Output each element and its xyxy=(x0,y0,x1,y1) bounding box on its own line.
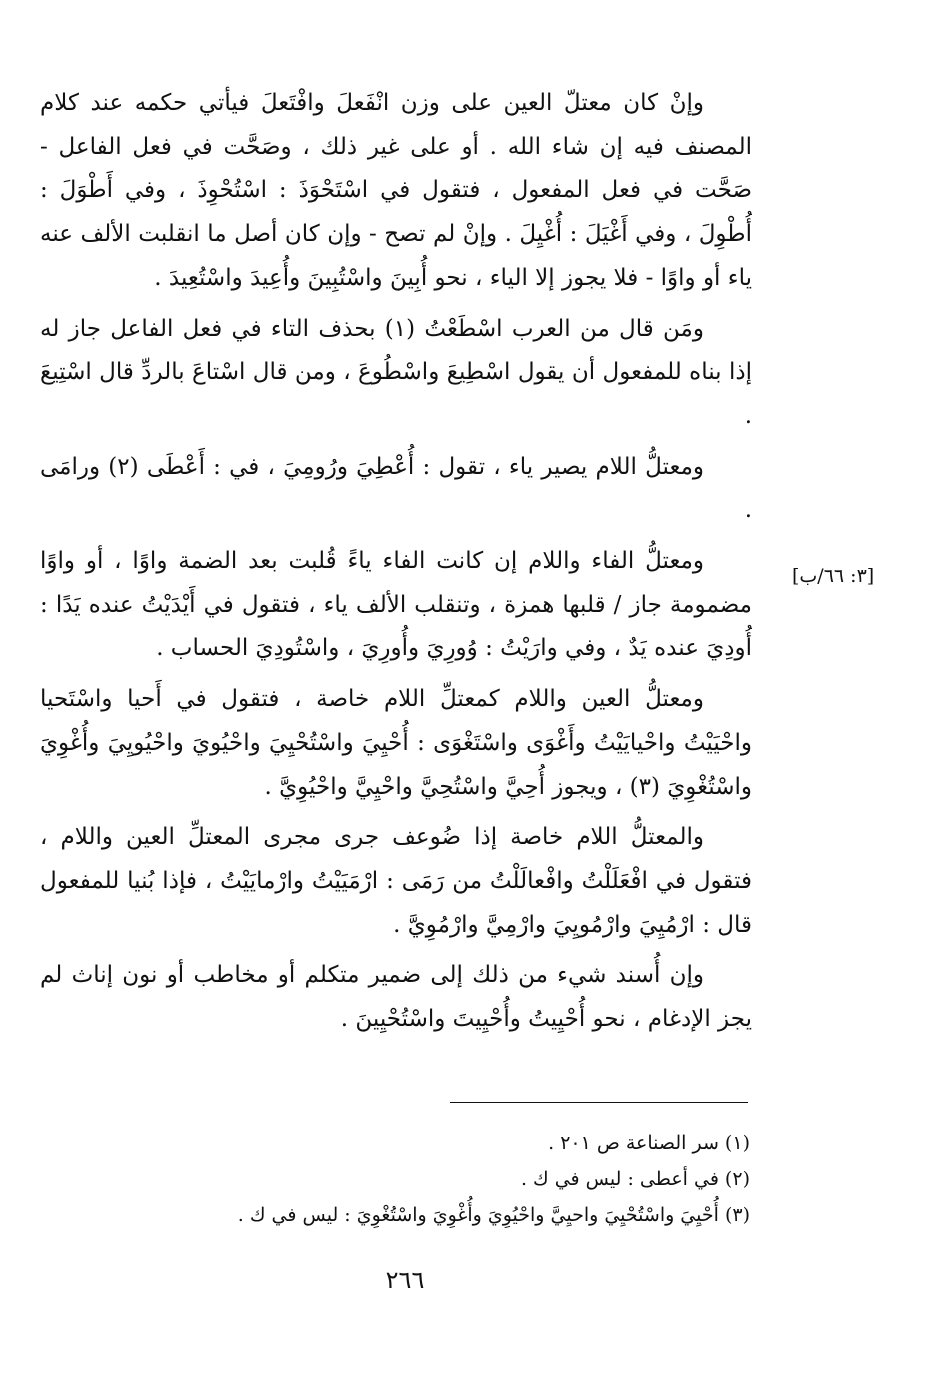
footnote-1: (١) سر الصناعة ص ٢٠١ . xyxy=(548,1132,750,1154)
paragraph-6: والمعتلُّ اللام خاصة إذا ضُوعف جرى مجرى المعتلِّ العين واللام ، فتقول في افْعَلَلْتُ وافْعالَلْتُ من رَمَى : ارْمَيَيْتُ وارْمايَيْتُ ، فإذا بُنيا للمفعول قال : ارْمُيِيَ وارْمُويِيَ وارْمِيَّ وارْمُوِيَّ . xyxy=(40,824,752,938)
footnote-3: (٣) أُحْيِيَ واسْتُحْيِيَ واحيِيَّ واحْيُوِيَ وأُغْوِيَ واسْتُغْوِيَ : ليس في ك . xyxy=(237,1204,750,1226)
paragraph-2: ومَن قال من العرب اسْطَعْتُ (١) بحذف التاء في فعل الفاعل جاز له إذا بناه للمفعول أن يقول اسْطِيعَ واسْطُوعَ ، ومن قال اسْتاعَ بالردِّ قال اسْتِيعَ . xyxy=(40,315,752,429)
paragraph-3: ومعتلُّ اللام يصير ياء ، تقول : أُعْطِيَ ورُومِيَ ، في : أَعْطَى (٢) ورامَى . xyxy=(40,453,752,524)
footnotes xyxy=(180,1125,750,1233)
main-text xyxy=(40,82,752,1049)
footnote-divider xyxy=(450,1102,748,1103)
page-number: ٢٦٦ xyxy=(385,1266,425,1294)
paragraph-4: ومعتلُّ الفاء واللام إن كانت الفاء ياءً قُلبت بعد الضمة واوًا ، أو واوًا مضمومة جاز / قلبها همزة ، وتنقلب الألف ياء ، فتقول في أَيْدَيْتُ عنده يَدًا : أُودِيَ عنده يَدٌ ، وفي وارَيْتُ : وُورِيَ وأُورِيَ ، واسْتُودِيَ الحساب . xyxy=(40,548,752,662)
footnote-2: (٢) في أعطى : ليس في ك . xyxy=(520,1168,750,1190)
paragraph-7: وإن أُسند شيء من ذلك إلى ضمير متكلم أو مخاطب أو نون إناث لم يجز الإدغام ، نحو أُحْيِيتُ وأُحْيِيتَ واسْتُحْيِينَ . xyxy=(40,962,752,1033)
paragraph-5: ومعتلُّ العين واللام كمعتلِّ اللام خاصة ، فتقول في أَحيا واسْتَحيا واحْيَيْتُ واحْيايَيْتُ وأَغْوَى واسْتَغْوَى : أُحْيِيَ واسْتُحْيِيَ واحْيُويَ واحْيُويِيَ وأُغْوِيَ واسْتُغْوِيَ (٣) ، ويجوز أُحِيَّ واسْتُحِيَّ واحْيِيَّ واحْيُوِيَّ . xyxy=(40,686,752,800)
paragraph-1: وإنْ كان معتلّ العين على وزن انْفَعلَ وافْتَعلَ فيأتي حكمه عند كلام المصنف فيه إن شاء الله . أو على غير ذلك ، وصَحَّت في فعل الفاعل - صَحَّت في فعل المفعول ، فتقول في اسْتَحْوَذَ : اسْتُحْوِذَ ، وفي أَطْوَلَ : أُطْوِلَ ، وفي أَغْيَلَ : أُغْيِلَ . وإنْ لم تصح - وإن كان أصل ما انقلبت الألف عنه ياء أو واوًا - فلا يجوز إلا الياء ، نحو أُبِينَ واسْتُبِينَ وأُعِيدَ واسْتُعِيدَ . xyxy=(40,90,752,291)
manuscript-folio-marker: [٣: ٦٦/ب] xyxy=(792,565,875,587)
